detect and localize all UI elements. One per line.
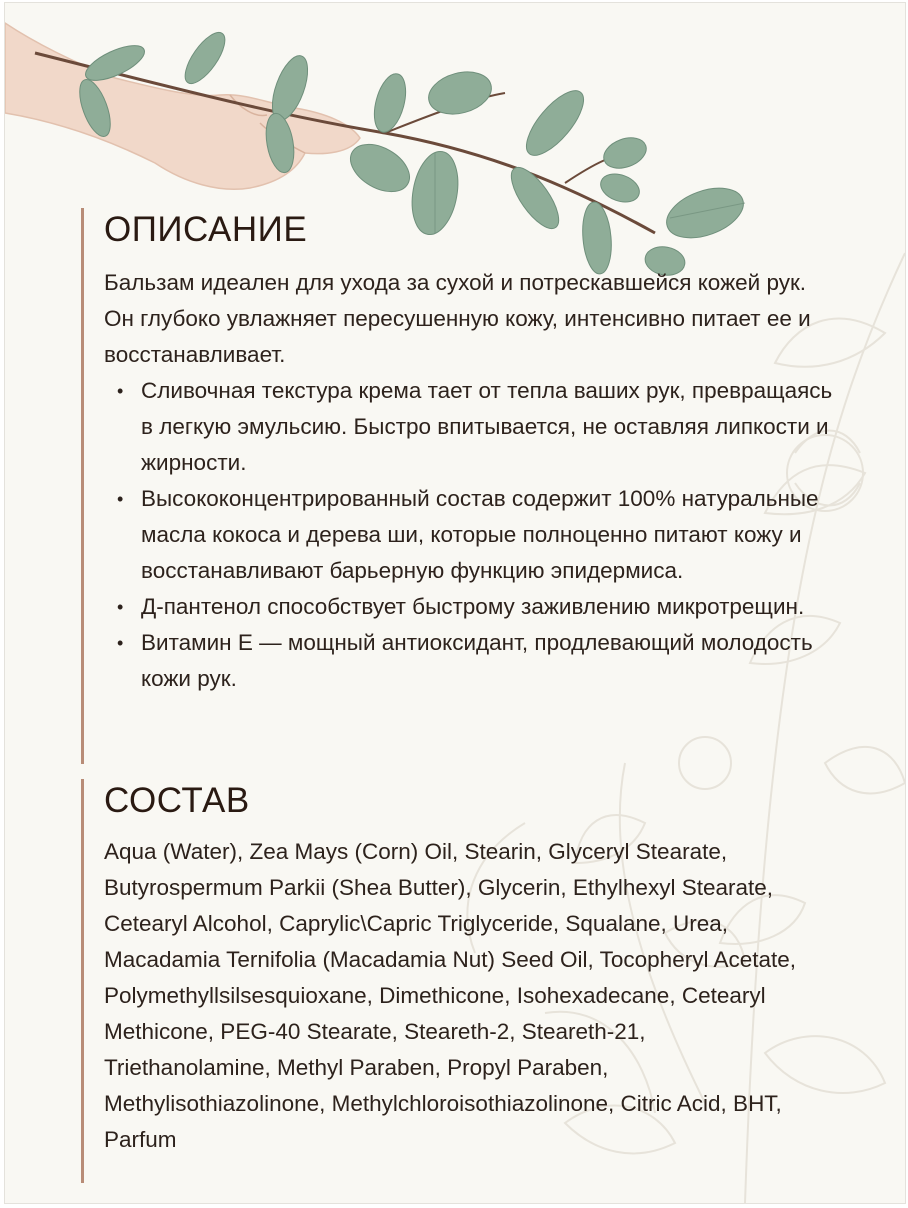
composition-text: Aqua (Water), Zea Mays (Corn) Oil, Stearin, Glyceryl Stearate, Butyrospermum Parkii (Shea Butter), Glycerin, Ethylhexyl Stearate, Cetearyl Alcohol, Caprylic\Capric Triglyceride, Squalane, Urea, Macadamia Ternifolia (Macadamia Nut) Seed Oil, Tocopheryl Acetate, Polymethyllsilsesquioxane, Dimethicone, Isohexadecane, Cetearyl Methicone, PEG-40 Stearate, Steareth-2, Steareth-21, Triethanolamine, Methyl Paraben, Propyl Paraben, Methylisothiazolinone, Methylchloroisothiazolinone, Citric Acid, BHT, Parfum xyxy=(104,839,797,1152)
list-item-text: Д-пантенол способствует быстрому заживлению микротрещин. xyxy=(141,594,805,619)
list-item-text: Высококонцентрированный состав содержит 100% натуральные масла кокоса и дерева ши, которые полноценно питают кожу и восстанавливают барьерную функцию эпидермиса. xyxy=(141,486,819,583)
section-accent-bar xyxy=(81,779,84,1183)
list-item-text: Сливочная текстура крема тает от тепла ваших рук, превращаясь в легкую эмульсию. Быстро впитывается, не оставляя липкости и жирности. xyxy=(141,378,833,475)
product-info-card xyxy=(4,2,906,1204)
benefits-list xyxy=(104,373,841,697)
section-accent-bar xyxy=(81,208,84,764)
hand-shape xyxy=(5,23,360,189)
composition-title: СОСТАВ xyxy=(104,781,250,820)
list-item: • Витамин Е — мощный антиоксидант, продлевающий молодость кожи рук. xyxy=(117,630,813,691)
description-section xyxy=(81,208,841,764)
composition-section xyxy=(81,779,801,1183)
list-item-text: Витамин Е — мощный антиоксидант, продлевающий молодость кожи рук. xyxy=(141,630,813,691)
list-item: • Д-пантенол способствует быстрому заживлению микротрещин. xyxy=(117,594,805,619)
description-intro: Бальзам идеален для ухода за сухой и потрескавшейся кожей рук. Он глубоко увлажняет пересушенную кожу, интенсивно питает ее и восстанавливает. xyxy=(104,270,811,367)
list-item: • Высококонцентрированный состав содержит 100% натуральные масла кокоса и дерева ши, которые полноценно питают кожу и восстанавливают барьерную функцию эпидермиса. xyxy=(117,486,819,583)
list-item: • Сливочная текстура крема тает от тепла ваших рук, превращаясь в легкую эмульсию. Быстро впитывается, не оставляя липкости и жирности. xyxy=(117,378,833,475)
description-title: ОПИСАНИЕ xyxy=(104,210,308,249)
